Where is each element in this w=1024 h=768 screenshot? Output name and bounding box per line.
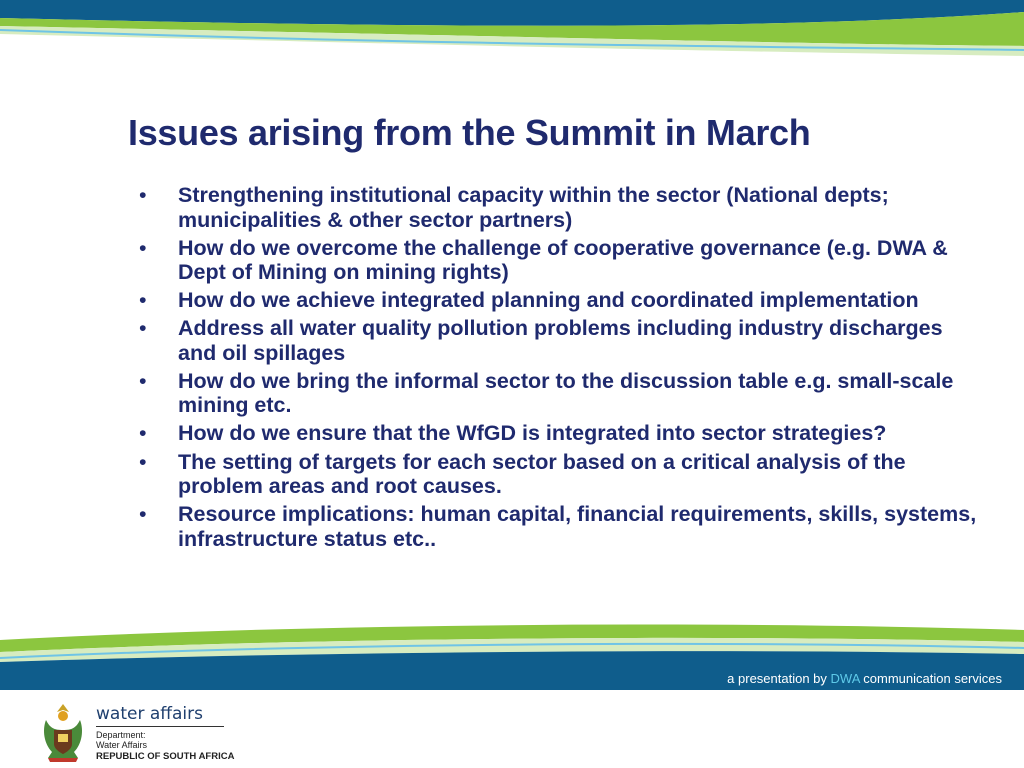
bullet-text: The setting of targets for each sector based on a critical analysis of the problem areas and root causes.: [178, 449, 906, 499]
bullet-text: Strengthening institutional capacity within the sector (National depts; municipalities & other sector partners): [178, 183, 889, 232]
bullet-marker: •: [139, 288, 147, 313]
bullet-item: [134, 236, 984, 285]
credit-prefix: a presentation by: [727, 671, 831, 686]
bullet-item: [134, 450, 984, 499]
brand-divider: [96, 726, 224, 727]
coat-of-arms-icon: [36, 700, 90, 764]
bullet-marker: •: [139, 502, 147, 527]
credit-highlight: DWA: [830, 671, 860, 686]
bullet-marker: •: [139, 183, 147, 207]
bullet-text: How do we achieve integrated planning and coordinated implementation: [178, 288, 919, 313]
country-name: REPUBLIC OF SOUTH AFRICA: [96, 751, 235, 762]
bullet-item: [134, 183, 984, 232]
bullet-marker: •: [139, 449, 147, 474]
bullet-text: How do we ensure that the WfGD is integrated into sector strategies?: [178, 421, 887, 446]
bullet-marker: •: [139, 368, 147, 393]
bullet-marker: •: [139, 316, 147, 341]
bullet-item: [134, 316, 984, 365]
bullet-text: How do we bring the informal sector to the discussion table e.g. small-scale mining etc.: [178, 368, 954, 418]
bullet-text: Address all water quality pollution problems including industry discharges and oil spillages: [178, 316, 943, 365]
credit-suffix: communication services: [859, 671, 1002, 686]
brand-name: water affairs: [96, 704, 203, 724]
bullet-text: How do we overcome the challenge of cooperative governance (e.g. DWA & Dept of Mining on mining rights): [178, 235, 948, 285]
slide-title: Issues arising from the Summit in March: [128, 112, 811, 153]
bullet-text: Resource implications: human capital, financial requirements, skills, systems, infrastructure status etc..: [178, 502, 977, 551]
bullet-item: [134, 288, 984, 313]
dept-label: Department:: [96, 730, 146, 740]
bullet-marker: •: [139, 235, 147, 260]
bullet-item: [134, 369, 984, 418]
bullet-item: [134, 502, 984, 551]
bullet-list: [134, 183, 984, 555]
bullet-item: [134, 421, 984, 446]
bullet-marker: •: [139, 421, 147, 446]
footer-credit: [727, 671, 1002, 686]
top-wave-band: [0, 0, 1024, 70]
department-logo: [36, 700, 256, 766]
dept-name: Water Affairs: [96, 740, 148, 750]
